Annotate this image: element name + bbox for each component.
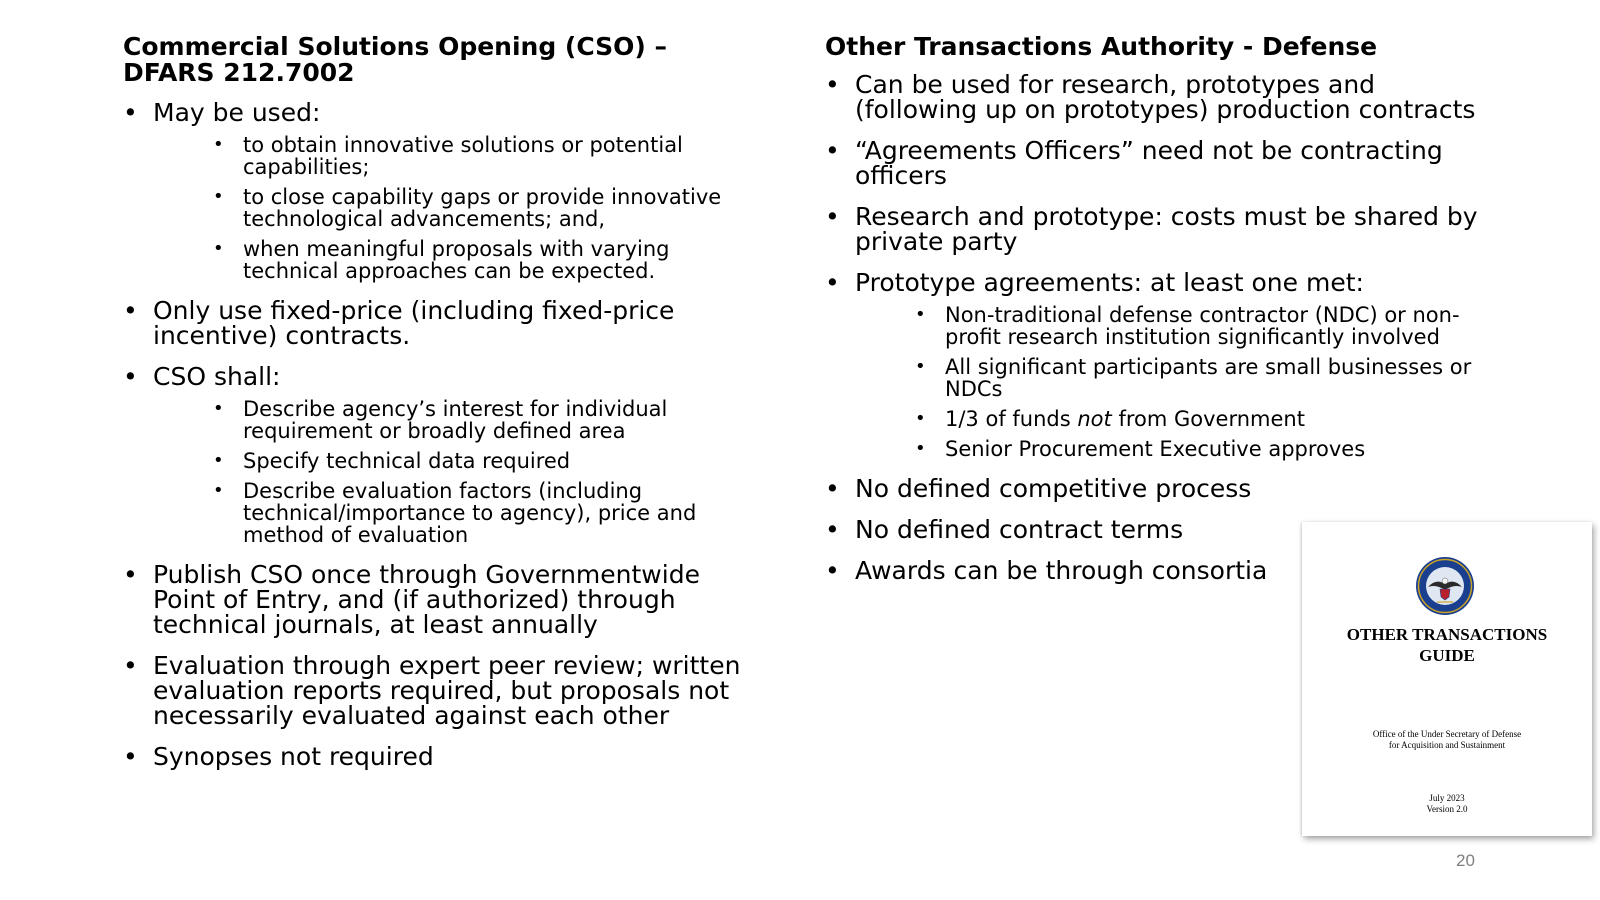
right-column [825, 34, 1485, 583]
cso-shall-sublist [153, 398, 763, 546]
prototype-sublist [855, 304, 1485, 460]
guide-title [1302, 624, 1592, 666]
guide-title-line: GUIDE [1419, 646, 1475, 665]
list-item: • No defined competitive process [825, 476, 1485, 501]
guide-title-line: OTHER TRANSACTIONS [1346, 625, 1548, 644]
list-item: • to close capability gaps or provide innovative technological advancements; and, [213, 186, 763, 230]
list-item [825, 270, 1485, 460]
funds-prefix: 1/3 of funds [945, 407, 1078, 431]
list-item: • All significant participants are small businesses or NDCs [915, 356, 1485, 400]
list-item [915, 408, 1485, 430]
list-item: • Non-traditional defense contractor (NDC) or non-profit research institution significantly involved [915, 304, 1485, 348]
cso-shall-label: CSO shall: [153, 362, 281, 391]
prototype-label: Prototype agreements: at least one met: [855, 268, 1364, 297]
list-item: • when meaningful proposals with varying technical approaches can be expected. [213, 238, 763, 282]
may-be-used-sublist [153, 134, 763, 282]
ota-heading: Other Transactions Authority - Defense [825, 32, 1378, 61]
list-item: • Can be used for research, prototypes and (following up on prototypes) production contracts [825, 72, 1485, 122]
dod-seal-icon [1415, 556, 1475, 616]
list-item [123, 100, 763, 282]
guide-date: July 2023 [1429, 793, 1465, 803]
list-item: • Research and prototype: costs must be shared by private party [825, 204, 1485, 254]
list-item: • “Agreements Officers” need not be contracting officers [825, 138, 1485, 188]
guide-office-line: for Acquisition and Sustainment [1388, 740, 1506, 750]
cso-heading: Commercial Solutions Opening (CSO) – DFARS 212.7002 [123, 32, 668, 87]
list-item: • No defined contract terms [825, 517, 1485, 542]
list-item: • Evaluation through expert peer review; written evaluation reports required, but proposals not necessarily evaluated against each other [123, 653, 763, 728]
cso-bullet-list [123, 100, 763, 769]
guide-office [1302, 729, 1592, 751]
list-item [123, 364, 763, 546]
guide-date-version [1302, 793, 1592, 815]
ot-guide-cover-image [1302, 522, 1592, 836]
may-be-used-label: May be used: [153, 98, 321, 127]
list-item: • Publish CSO once through Governmentwide Point of Entry, and (if authorized) through technical journals, at least annually [123, 562, 763, 637]
list-item: • Describe agency’s interest for individual requirement or broadly defined area [213, 398, 763, 442]
funds-emphasis: not [1077, 407, 1112, 431]
list-item: • Only use fixed-price (including fixed-price incentive) contracts. [123, 298, 763, 348]
ota-bullet-list [825, 72, 1485, 583]
list-item: • to obtain innovative solutions or potential capabilities; [213, 134, 763, 178]
list-item: • Describe evaluation factors (including technical/importance to agency), price and method of evaluation [213, 480, 763, 546]
list-item: • Synopses not required [123, 744, 763, 769]
page-number: 20 [1456, 851, 1475, 870]
list-item: • Awards can be through consortia [825, 558, 1485, 583]
list-item: • Senior Procurement Executive approves [915, 438, 1485, 460]
guide-office-line: Office of the Under Secretary of Defense [1372, 729, 1522, 739]
list-item: • Specify technical data required [213, 450, 763, 472]
guide-version: Version 2.0 [1426, 804, 1468, 814]
seal-eagle-head [1442, 578, 1448, 584]
left-column [123, 34, 763, 769]
funds-suffix: from Government [1111, 407, 1305, 431]
